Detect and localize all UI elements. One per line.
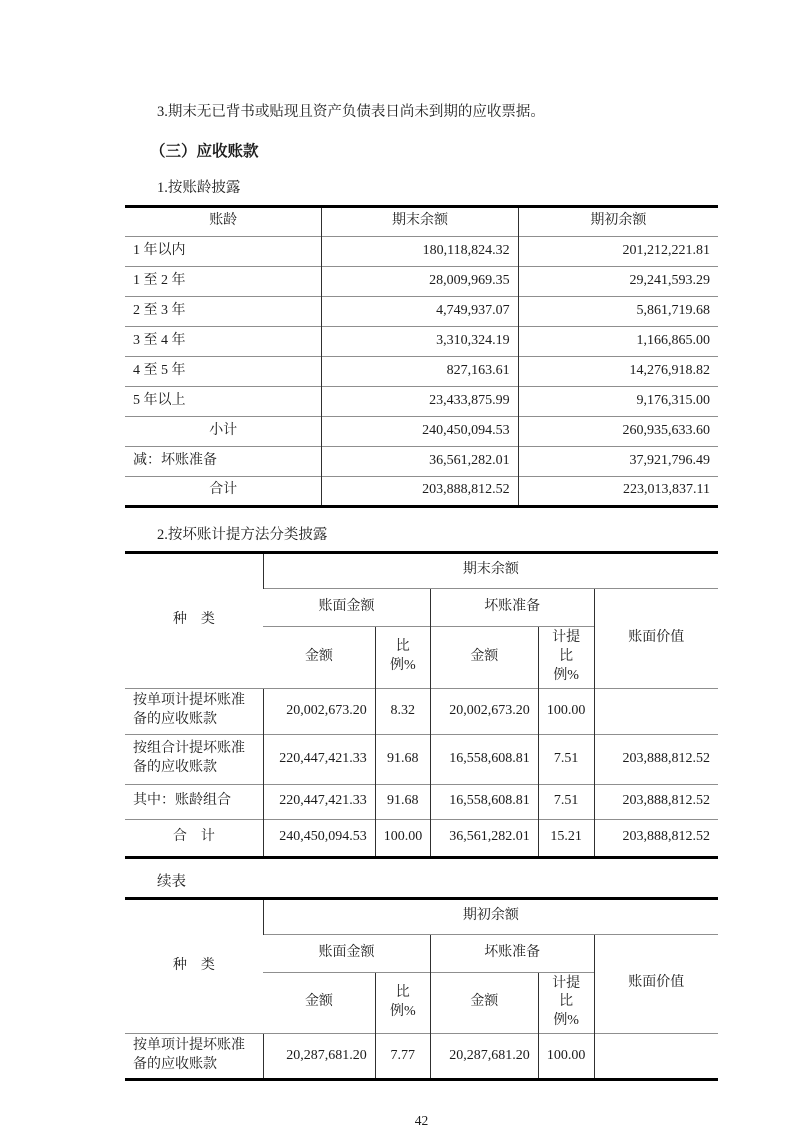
continuation-label: 续表 <box>157 873 186 890</box>
ending-balance-cell: 36,561,282.01 <box>322 446 518 476</box>
category-header: 种 类 <box>172 612 215 628</box>
beginning-balance-cell: 260,935,633.60 <box>518 416 718 446</box>
aging-label-cell: 合计 <box>125 476 322 506</box>
beginning-balance-cell: 37,921,796.49 <box>518 446 718 476</box>
provision-ratio-cell: 100.00 <box>538 1034 594 1080</box>
beginning-balance-header: 期初余额 <box>263 898 718 934</box>
table-row <box>125 386 718 416</box>
bad-debt-amount-header: 金额 <box>430 626 538 688</box>
ending-balance-cell: 3,310,324.19 <box>322 326 518 356</box>
provision-ratio-cell: 7.51 <box>538 784 594 819</box>
provision-ratio-header: 计提比例% <box>538 972 594 1034</box>
book-value-cell: 203,888,812.52 <box>594 819 718 857</box>
amount-cell: 220,447,421.33 <box>263 734 375 784</box>
category-cell: 合 计 <box>125 819 263 857</box>
bad-debt-amount-cell: 36,561,282.01 <box>430 819 538 857</box>
ending-balance-cell: 827,163.61 <box>322 356 518 386</box>
total-row <box>125 819 718 857</box>
amount-header: 金额 <box>263 972 375 1034</box>
page-number: 42 <box>414 1113 429 1129</box>
ratio-cell: 91.68 <box>375 784 430 819</box>
bad-debt-method-table <box>125 551 718 859</box>
provision-ratio-cell: 7.51 <box>538 734 594 784</box>
aging-table <box>125 205 718 508</box>
amount-header: 金额 <box>263 626 375 688</box>
bad-debt-amount-cell: 20,287,681.20 <box>430 1034 538 1080</box>
ending-balance-cell: 240,450,094.53 <box>322 416 518 446</box>
ratio-cell: 7.77 <box>375 1034 430 1080</box>
amount-cell: 220,447,421.33 <box>263 784 375 819</box>
category-cell: 按单项计提坏账准备的应收账款 <box>125 1034 263 1080</box>
ending-balance-cell: 4,749,937.07 <box>322 296 518 326</box>
table-row <box>125 356 718 386</box>
table-row <box>125 446 718 476</box>
provision-ratio-cell: 15.21 <box>538 819 594 857</box>
aging-label-cell: 3 至 4 年 <box>125 326 322 356</box>
bad-debt-amount-cell: 20,002,673.20 <box>430 688 538 734</box>
ending-balance-cell: 28,009,969.35 <box>322 266 518 296</box>
aging-label-cell: 2 至 3 年 <box>125 296 322 326</box>
bad-debt-amount-cell: 16,558,608.81 <box>430 734 538 784</box>
bad-debt-amount-cell: 16,558,608.81 <box>430 784 538 819</box>
aging-label-cell: 1 至 2 年 <box>125 266 322 296</box>
table-row <box>125 236 718 266</box>
subsection-2-heading: 2.按坏账计提方法分类披露 <box>157 526 328 543</box>
bad-debt-method-table-continued <box>125 897 718 1082</box>
beginning-balance-cell: 1,166,865.00 <box>518 326 718 356</box>
category-header: 种 类 <box>172 957 215 973</box>
aging-header-ending-balance: 期末余额 <box>322 206 518 236</box>
book-value-header: 账面价值 <box>594 934 718 1034</box>
table-row <box>125 688 718 734</box>
total-row <box>125 476 718 506</box>
book-amount-header: 账面金额 <box>263 588 430 626</box>
ratio-cell: 100.00 <box>375 819 430 857</box>
ending-balance-header: 期末余额 <box>263 552 718 588</box>
book-value-header: 账面价值 <box>594 588 718 688</box>
note-paragraph: 3.期末无已背书或贴现且资产负债表日尚未到期的应收票据。 <box>157 104 545 120</box>
amount-cell: 20,002,673.20 <box>263 688 375 734</box>
beginning-balance-cell: 201,212,221.81 <box>518 236 718 266</box>
book-value-cell: 203,888,812.52 <box>594 784 718 819</box>
aging-label-cell: 小计 <box>125 416 322 446</box>
bad-debt-header: 坏账准备 <box>430 588 594 626</box>
provision-ratio-header: 计提比例% <box>538 626 594 688</box>
header-row-1 <box>125 552 718 588</box>
aging-header-aging: 账龄 <box>209 213 238 229</box>
beginning-balance-cell: 223,013,837.11 <box>518 476 718 506</box>
aging-header-row <box>125 206 718 236</box>
aging-header-beginning-balance: 期初余额 <box>518 206 718 236</box>
ratio-cell: 8.32 <box>375 688 430 734</box>
provision-ratio-cell: 100.00 <box>538 688 594 734</box>
aging-label-cell: 1 年以内 <box>125 236 322 266</box>
ratio-header: 比例% <box>375 626 430 688</box>
section-heading: （三）应收账款 <box>150 142 259 160</box>
beginning-balance-cell: 29,241,593.29 <box>518 266 718 296</box>
amount-cell: 240,450,094.53 <box>263 819 375 857</box>
bad-debt-amount-header: 金额 <box>430 972 538 1034</box>
subtotal-row <box>125 416 718 446</box>
category-cell: 其中：账龄组合 <box>125 784 263 819</box>
ratio-cell: 91.68 <box>375 734 430 784</box>
category-cell: 按组合计提坏账准备的应收账款 <box>125 734 263 784</box>
book-value-cell: 203,888,812.52 <box>594 734 718 784</box>
category-cell: 按单项计提坏账准备的应收账款 <box>125 688 263 734</box>
aging-label-cell: 4 至 5 年 <box>125 356 322 386</box>
beginning-balance-cell: 14,276,918.82 <box>518 356 718 386</box>
ending-balance-cell: 180,118,824.32 <box>322 236 518 266</box>
bad-debt-header: 坏账准备 <box>430 934 594 972</box>
aging-label-cell: 减：坏账准备 <box>125 446 322 476</box>
book-amount-header: 账面金额 <box>263 934 430 972</box>
table-row <box>125 296 718 326</box>
ratio-header: 比例% <box>375 972 430 1034</box>
table-row <box>125 734 718 784</box>
table-row <box>125 784 718 819</box>
table-row <box>125 266 718 296</box>
subsection-1-heading: 1.按账龄披露 <box>157 179 241 196</box>
book-value-cell <box>594 1034 718 1080</box>
table-row <box>125 326 718 356</box>
book-value-cell <box>594 688 718 734</box>
ending-balance-cell: 23,433,875.99 <box>322 386 518 416</box>
ending-balance-cell: 203,888,812.52 <box>322 476 518 506</box>
beginning-balance-cell: 5,861,719.68 <box>518 296 718 326</box>
table-row <box>125 1034 718 1080</box>
amount-cell: 20,287,681.20 <box>263 1034 375 1080</box>
beginning-balance-cell: 9,176,315.00 <box>518 386 718 416</box>
header-row-1 <box>125 898 718 934</box>
aging-label-cell: 5 年以上 <box>125 386 322 416</box>
